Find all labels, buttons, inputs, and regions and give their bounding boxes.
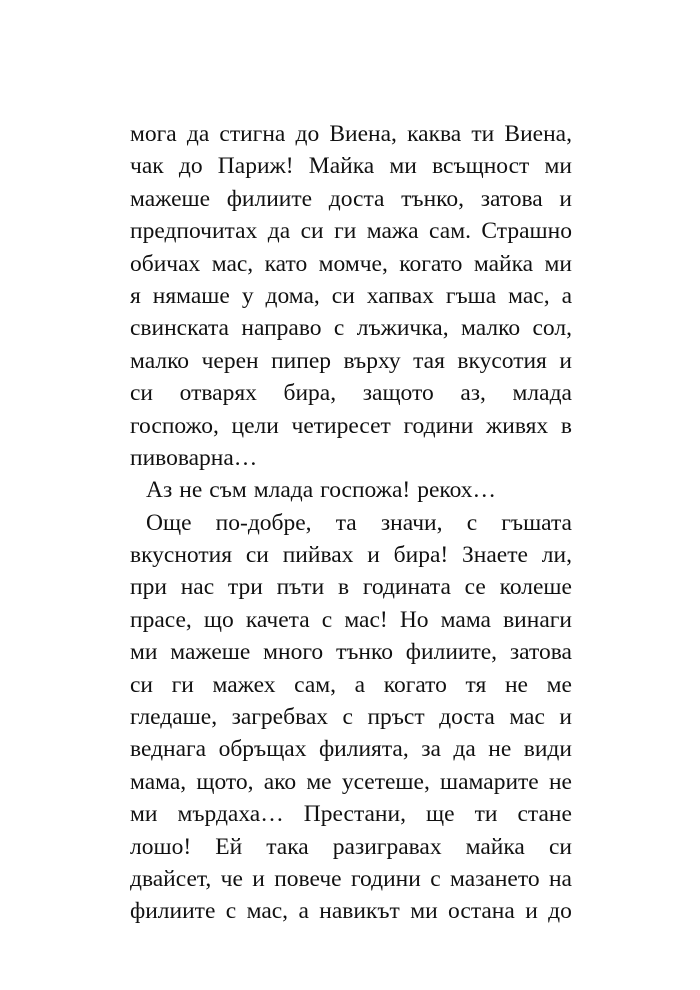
word: тя (465, 671, 487, 698)
word: мас (509, 704, 545, 731)
word: ще (426, 801, 455, 828)
word: гъша (445, 282, 497, 309)
text-line (130, 118, 572, 150)
word: мас, (508, 282, 550, 309)
word: види (523, 736, 572, 763)
word: ми (389, 153, 417, 180)
word: шамарите (440, 768, 539, 795)
word: ако (263, 768, 297, 795)
word: мажа (366, 218, 419, 245)
text-line (130, 215, 572, 247)
word: направо (241, 315, 322, 342)
word: я (130, 282, 141, 309)
word: и (252, 865, 265, 892)
word: тая (413, 347, 445, 374)
word: чак (130, 153, 164, 180)
word: мама, (130, 768, 187, 795)
text-line (130, 701, 572, 733)
word: не (179, 477, 203, 504)
text-line (130, 733, 572, 765)
text-line (130, 798, 572, 830)
word: и (559, 347, 572, 374)
word: нямаше (152, 282, 230, 309)
word: мажеше (130, 185, 211, 212)
word: госпожа! (320, 477, 411, 504)
word: с (430, 865, 441, 892)
word: мас! (344, 606, 388, 633)
word: Още (146, 509, 192, 536)
word: млада (512, 380, 572, 407)
word: прасе, (130, 606, 192, 633)
word: в (337, 574, 350, 601)
word: бира! (393, 542, 449, 569)
word: мама (440, 606, 491, 633)
word: колеше (499, 574, 572, 601)
paragraph (130, 507, 572, 928)
word: Аз (146, 477, 173, 504)
word: си (331, 282, 355, 309)
word: свинската (130, 315, 229, 342)
text-line (130, 636, 572, 668)
word: вкусотия (457, 347, 547, 374)
word: годината (362, 574, 451, 601)
text-line (130, 507, 572, 539)
word: ги (334, 218, 357, 245)
word: пивоварна… (130, 444, 258, 471)
paragraph (130, 474, 572, 506)
word: с (321, 606, 333, 633)
word: щото, (196, 768, 254, 795)
word: с (466, 509, 478, 536)
text-line (130, 474, 572, 506)
word: съм (209, 477, 247, 504)
word: да (186, 121, 210, 147)
word: Виена, (329, 121, 397, 147)
word: по-добре, (215, 509, 312, 536)
word: си (245, 542, 269, 569)
word: майка (465, 833, 525, 860)
word: ти (474, 801, 498, 828)
word: и (559, 185, 572, 212)
text-line (130, 248, 572, 280)
word: така (266, 833, 309, 860)
word: години (403, 412, 474, 439)
word: бира, (283, 380, 337, 407)
word: си (130, 380, 154, 407)
word: мога (130, 121, 177, 147)
word: си (130, 671, 154, 698)
word: четиресет (291, 412, 391, 439)
word: когато (383, 671, 447, 698)
word: ми (410, 898, 438, 925)
word: пийвах (282, 542, 354, 569)
word: пъти (276, 574, 325, 601)
word: Париж! (217, 153, 294, 180)
word: тънко (335, 639, 393, 666)
word: че (220, 865, 243, 892)
word: с (333, 315, 345, 342)
word: отварях (179, 380, 257, 407)
word: с (225, 898, 237, 925)
word: предпочитах (130, 218, 258, 245)
word: дома, (265, 282, 320, 309)
word: качета (245, 606, 310, 633)
word: вкуснотия (130, 542, 233, 569)
word: филията, (318, 736, 409, 763)
word: разигравах (332, 833, 442, 860)
word: тънко, (401, 185, 465, 212)
word: ги (171, 671, 194, 698)
text-line (130, 895, 572, 927)
text-line (130, 831, 572, 863)
word: малко (130, 347, 190, 374)
word: ми (544, 153, 572, 180)
word: сам. (429, 218, 471, 245)
word: нас (180, 574, 215, 601)
word: и (367, 542, 380, 569)
word: и (559, 704, 572, 731)
word: мърдаха… (177, 801, 284, 828)
word: си (300, 218, 324, 245)
word: затова (480, 185, 543, 212)
word: ли, (541, 542, 572, 569)
word: ми (130, 801, 158, 828)
word: да (453, 736, 476, 763)
word: защото (362, 380, 434, 407)
word: момче, (318, 250, 388, 277)
word: Но (399, 606, 429, 633)
word: ме (546, 671, 572, 698)
word: Ей (215, 833, 243, 860)
word: хапвах (366, 282, 434, 309)
word: гледаше, (130, 704, 218, 731)
text-line (130, 183, 572, 215)
word: а (354, 671, 366, 698)
word: черен (201, 347, 259, 374)
body-text (130, 118, 572, 928)
word: а (298, 898, 309, 925)
text-line (130, 669, 572, 701)
word: на (548, 865, 572, 892)
word: Виена, (504, 121, 572, 147)
word: върху (343, 347, 401, 374)
word: мажеше (170, 639, 251, 666)
word: загребвах (231, 704, 329, 731)
word: сол, (532, 315, 572, 342)
word: навикът (319, 898, 400, 925)
word: пипер (271, 347, 332, 374)
word: Знаете (462, 542, 528, 569)
word: мазането (450, 865, 540, 892)
word: не (504, 671, 528, 698)
word: мас, (246, 898, 289, 925)
word: при (130, 574, 167, 601)
word: малко (461, 315, 521, 342)
word: сам, (294, 671, 337, 698)
word: доста (439, 704, 495, 731)
word: три (227, 574, 263, 601)
word: та (335, 509, 357, 536)
word: затова (509, 639, 572, 666)
word: ми (130, 639, 158, 666)
word: стигна (219, 121, 286, 147)
word: филиите (226, 185, 313, 212)
word: повече (274, 865, 342, 892)
word: гъшата (501, 509, 572, 536)
word: филиите (130, 898, 216, 925)
text-line (130, 766, 572, 798)
word: живях (486, 412, 549, 439)
word: като (264, 250, 308, 277)
text-line (130, 442, 572, 474)
word: доста (328, 185, 385, 212)
word: у (241, 282, 254, 309)
text-line (130, 863, 572, 895)
word: мас, (211, 250, 254, 277)
word: за (421, 736, 441, 763)
text-line (130, 280, 572, 312)
word: усетеше, (341, 768, 430, 795)
word: майка (473, 250, 534, 277)
word: стане (517, 801, 572, 828)
word: до (295, 121, 320, 147)
word: значи, (380, 509, 443, 536)
word: каква (407, 121, 462, 147)
word: в (560, 412, 572, 439)
word: не (488, 736, 512, 763)
text-line (130, 345, 572, 377)
word: що (203, 606, 234, 633)
word: млада (253, 477, 314, 504)
word: рекох… (417, 477, 497, 504)
word: лошо! (130, 833, 192, 860)
word: а (561, 282, 572, 309)
word: обичах (130, 250, 201, 277)
word: Страшно (481, 218, 572, 245)
text-line (130, 604, 572, 636)
word: ме (306, 768, 332, 795)
word: години (351, 865, 421, 892)
word: винаги (503, 606, 572, 633)
word: когато (399, 250, 463, 277)
word: Майка (308, 153, 375, 180)
word: цели (231, 412, 279, 439)
word: пръст (367, 704, 425, 731)
word: аз, (460, 380, 486, 407)
word: веднага (130, 736, 207, 763)
word: всъщност (432, 153, 530, 180)
word: двайсет, (130, 865, 212, 892)
text-line (130, 410, 572, 442)
word: и (525, 898, 538, 925)
word: обръщах (218, 736, 307, 763)
word: остана (448, 898, 515, 925)
text-line (130, 571, 572, 603)
word: да (267, 218, 291, 245)
word: ти (471, 121, 495, 147)
text-line (130, 539, 572, 571)
word: до (548, 898, 572, 925)
word: с (342, 704, 353, 731)
word: мажех (212, 671, 276, 698)
word: филиите, (405, 639, 498, 666)
text-line (130, 377, 572, 409)
text-line (130, 150, 572, 182)
word: много (263, 639, 324, 666)
word: ми (544, 250, 572, 277)
word: си (548, 833, 572, 860)
word: до (178, 153, 203, 180)
word: не (548, 768, 572, 795)
word: се (464, 574, 486, 601)
text-line (130, 312, 572, 344)
word: лъжичка, (356, 315, 449, 342)
word: госпожо, (130, 412, 219, 439)
word: Престани, (303, 801, 406, 828)
paragraph (130, 118, 572, 474)
